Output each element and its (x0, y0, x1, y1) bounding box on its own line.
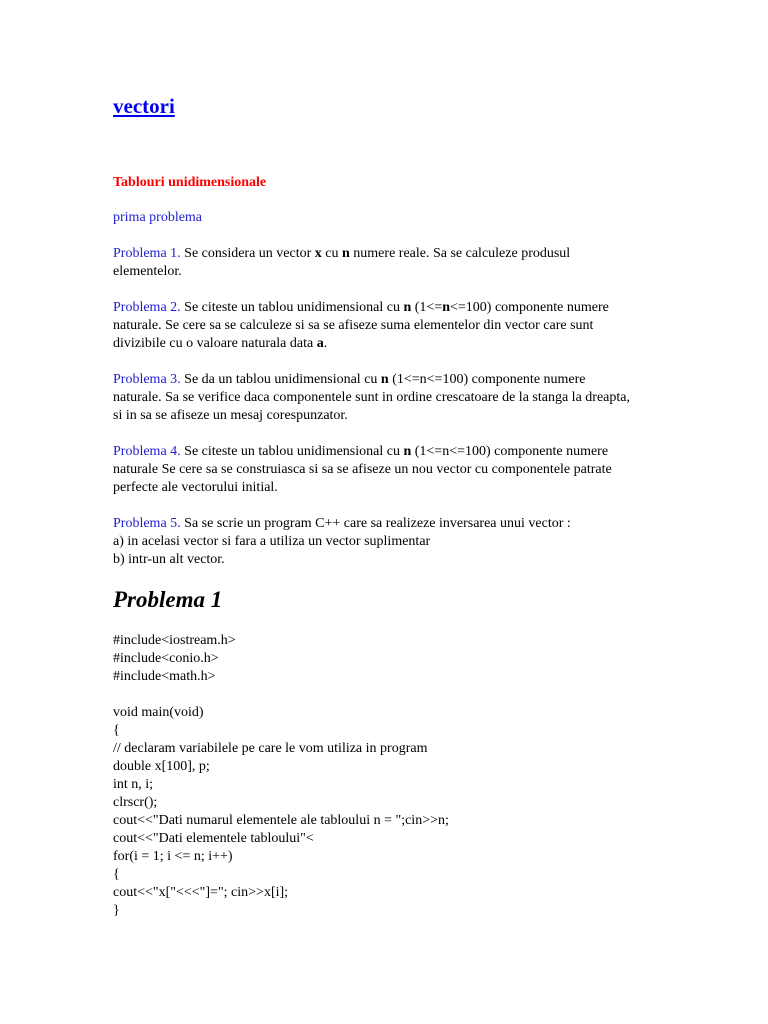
code-line: void main(void) (113, 705, 204, 720)
problem-text: Se citeste un tablou unidimensional cu (180, 444, 404, 459)
problem-label: Problema 4. (113, 444, 181, 459)
bold-term: a (316, 336, 324, 351)
problem-text: Sa se scrie un program C++ care sa realizeze inversarea unui vector : (180, 516, 571, 531)
code-line: int n, i; (113, 777, 154, 792)
problem-label: Problema 3. (113, 372, 181, 387)
code-line: #include<iostream.h> (113, 633, 236, 648)
problem-text: (1<= (411, 300, 443, 315)
problem-text: (1<=n<=100) componente numere naturale Se cere sa se construiasca si sa se afiseze un nou vector cu componentele patrate perfecte ale vectorului initial. (113, 444, 612, 495)
code-line: #include<math.h> (113, 669, 216, 684)
problem-text: <=100) componente numere naturale. Se cere sa se calculeze si sa se afiseze suma elementelor din vector care sunt divizibile cu o valoare naturala data (113, 300, 609, 351)
problems-list (113, 245, 633, 587)
problem-text: Se considera un vector (180, 246, 315, 261)
bold-term: n (403, 300, 412, 315)
problem-text: (1<=n<=100) componente numere naturale. Sa se verifice daca componentele sunt in ordine crescatoare de la stanga la dreapta, si in sa se afiseze un mesaj corespunzator. (113, 372, 630, 423)
code-line: cout<<"Dati elementele tabloului"< (113, 831, 314, 846)
title-link[interactable]: vectori (113, 94, 175, 118)
problem-5 (113, 515, 633, 569)
section-heading: Tablouri unidimensionale (113, 175, 267, 190)
problem-text: numere reale. Sa se calculeze produsul elementelor. (113, 246, 571, 279)
problem-label: Problema 2. (113, 300, 181, 315)
code-line: { (113, 867, 120, 882)
code-line: double x[100], p; (113, 759, 210, 774)
problem-4 (113, 443, 633, 497)
problem-text: Se da un tablou unidimensional cu (180, 372, 381, 387)
problem-text: a) in acelasi vector si fara a utiliza un vector suplimentar (113, 534, 431, 549)
code-line (113, 686, 449, 704)
problem-label: Problema 5. (113, 516, 181, 531)
code-block (113, 632, 449, 920)
bold-term: n (442, 300, 450, 315)
bold-term: n (403, 444, 412, 459)
problem-2 (113, 299, 633, 353)
problem-3 (113, 371, 633, 425)
bold-term: n (342, 246, 350, 261)
problem-text: Se citeste un tablou unidimensional cu (180, 300, 404, 315)
code-line: // declaram variabilele pe care le vom utiliza in program (113, 741, 428, 756)
problem-1 (113, 245, 633, 281)
code-line: #include<conio.h> (113, 651, 219, 666)
problem-text: . (323, 336, 328, 351)
problem-label: Problema 1. (113, 246, 181, 261)
code-line: for(i = 1; i <= n; i++) (113, 849, 233, 864)
code-line: cout<<"Dati numarul elementele ale tabloului n = ";cin>>n; (113, 813, 449, 828)
sub-link-prima-problema[interactable]: prima problema (113, 210, 203, 225)
code-line: } (113, 903, 120, 918)
code-line: { (113, 723, 120, 738)
problem-1-heading: Problema 1 (113, 587, 223, 612)
bold-term: n (380, 372, 389, 387)
code-line: clrscr(); (113, 795, 158, 810)
problem-text: b) intr-un alt vector. (113, 552, 225, 567)
code-line: cout<<"x["<<<"]="; cin>>x[i]; (113, 885, 289, 900)
bold-term: x (314, 246, 322, 261)
problem-text: cu (321, 246, 342, 261)
